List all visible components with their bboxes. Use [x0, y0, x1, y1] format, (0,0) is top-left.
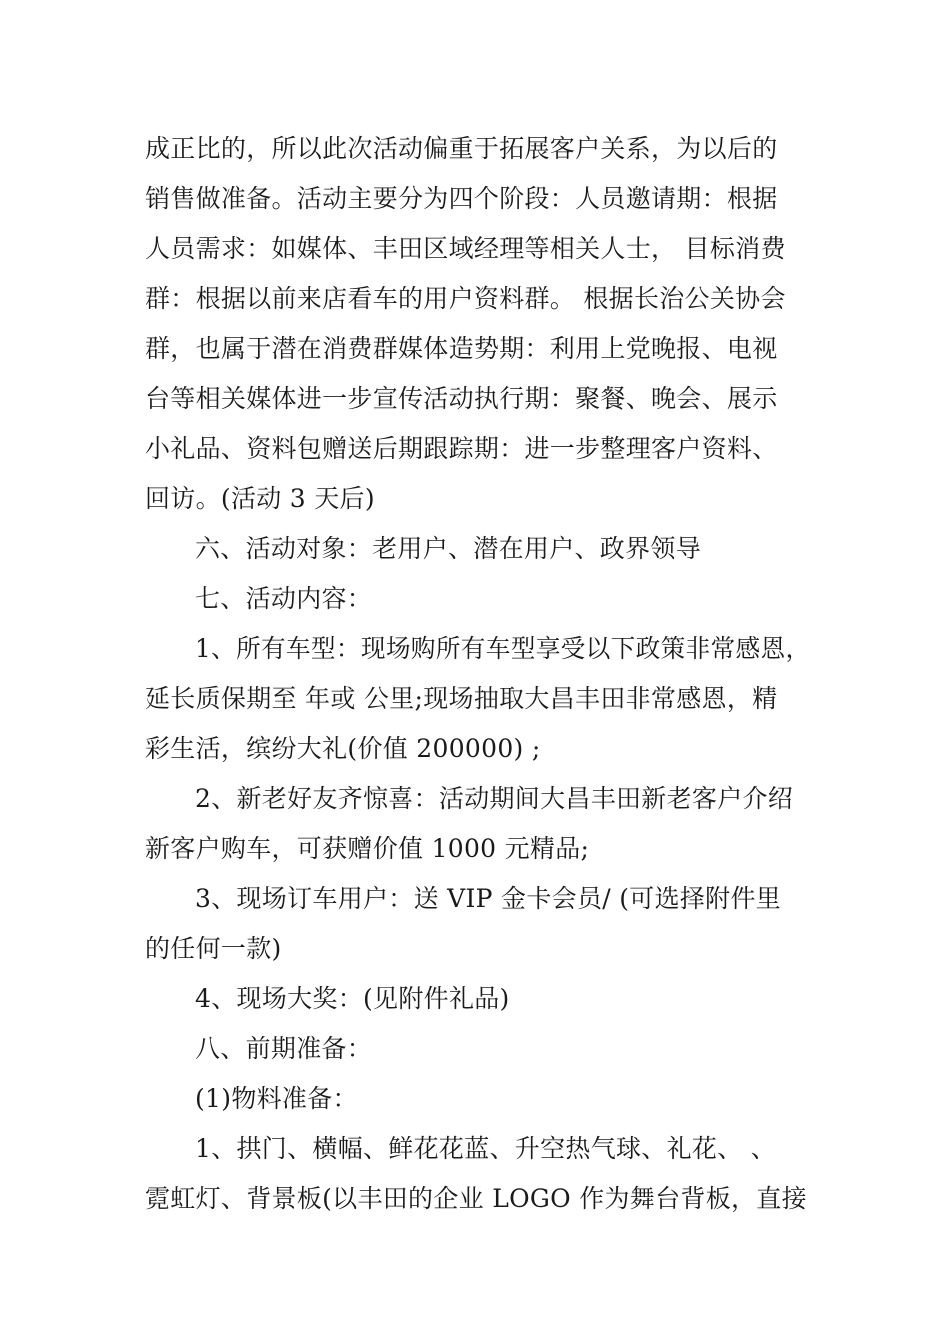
text-line: 人员需求：如媒体、丰田区域经理等相关人士， 目标消费: [145, 234, 786, 263]
text-line: 霓虹灯、背景板(以丰田的企业 LOGO 作为舞台背板，直接: [145, 1184, 807, 1213]
list-item-text: 2、新老好友齐惊喜：活动期间大昌丰田新老客户介绍: [195, 784, 794, 813]
text-line: 小礼品、资料包赠送后期跟踪期：进一步整理客户资料、: [145, 434, 778, 463]
section-heading: 八、前期准备：: [195, 1034, 373, 1063]
text-line: 销售做准备。活动主要分为四个阶段：人员邀请期：根据: [145, 184, 778, 213]
text-line: 群，也属于潜在消费群媒体造势期：利用上党晚报、电视: [145, 334, 778, 363]
section-heading: 七、活动内容：: [195, 584, 373, 613]
subsection-heading: (1)物料准备：: [195, 1084, 358, 1113]
text-line: 延长质保期至 年或 公里;现场抽取大昌丰田非常感恩，精: [145, 684, 778, 713]
text-line: 彩生活，缤纷大礼(价值 200000) ;: [145, 734, 541, 763]
section-heading: 六、活动对象：老用户、潜在用户、政界领导: [195, 534, 702, 563]
text-line: 成正比的，所以此次活动偏重于拓展客户关系，为以后的: [145, 134, 778, 163]
text-line: 回访。(活动 3 天后): [145, 484, 375, 513]
text-line: 的任何一款): [145, 934, 282, 963]
list-item-text: 1、拱门、横幅、鲜花花蓝、升空热气球、礼花、 、: [195, 1134, 777, 1163]
text-line: 新客户购车，可获赠价值 1000 元精品;: [145, 834, 590, 863]
list-item-text: 3、现场订车用户：送 VIP 金卡会员/ (可选择附件里: [195, 884, 782, 913]
text-line: 台等相关媒体进一步宣传活动执行期：聚餐、晚会、展示: [145, 384, 778, 413]
list-item-text: 4、现场大奖：(见附件礼品): [195, 984, 510, 1013]
text-line: 群：根据以前来店看车的用户资料群。 根据长治公关协会: [145, 284, 786, 313]
list-item-text: 1、所有车型：现场购所有车型享受以下政策非常感恩，: [195, 634, 811, 663]
